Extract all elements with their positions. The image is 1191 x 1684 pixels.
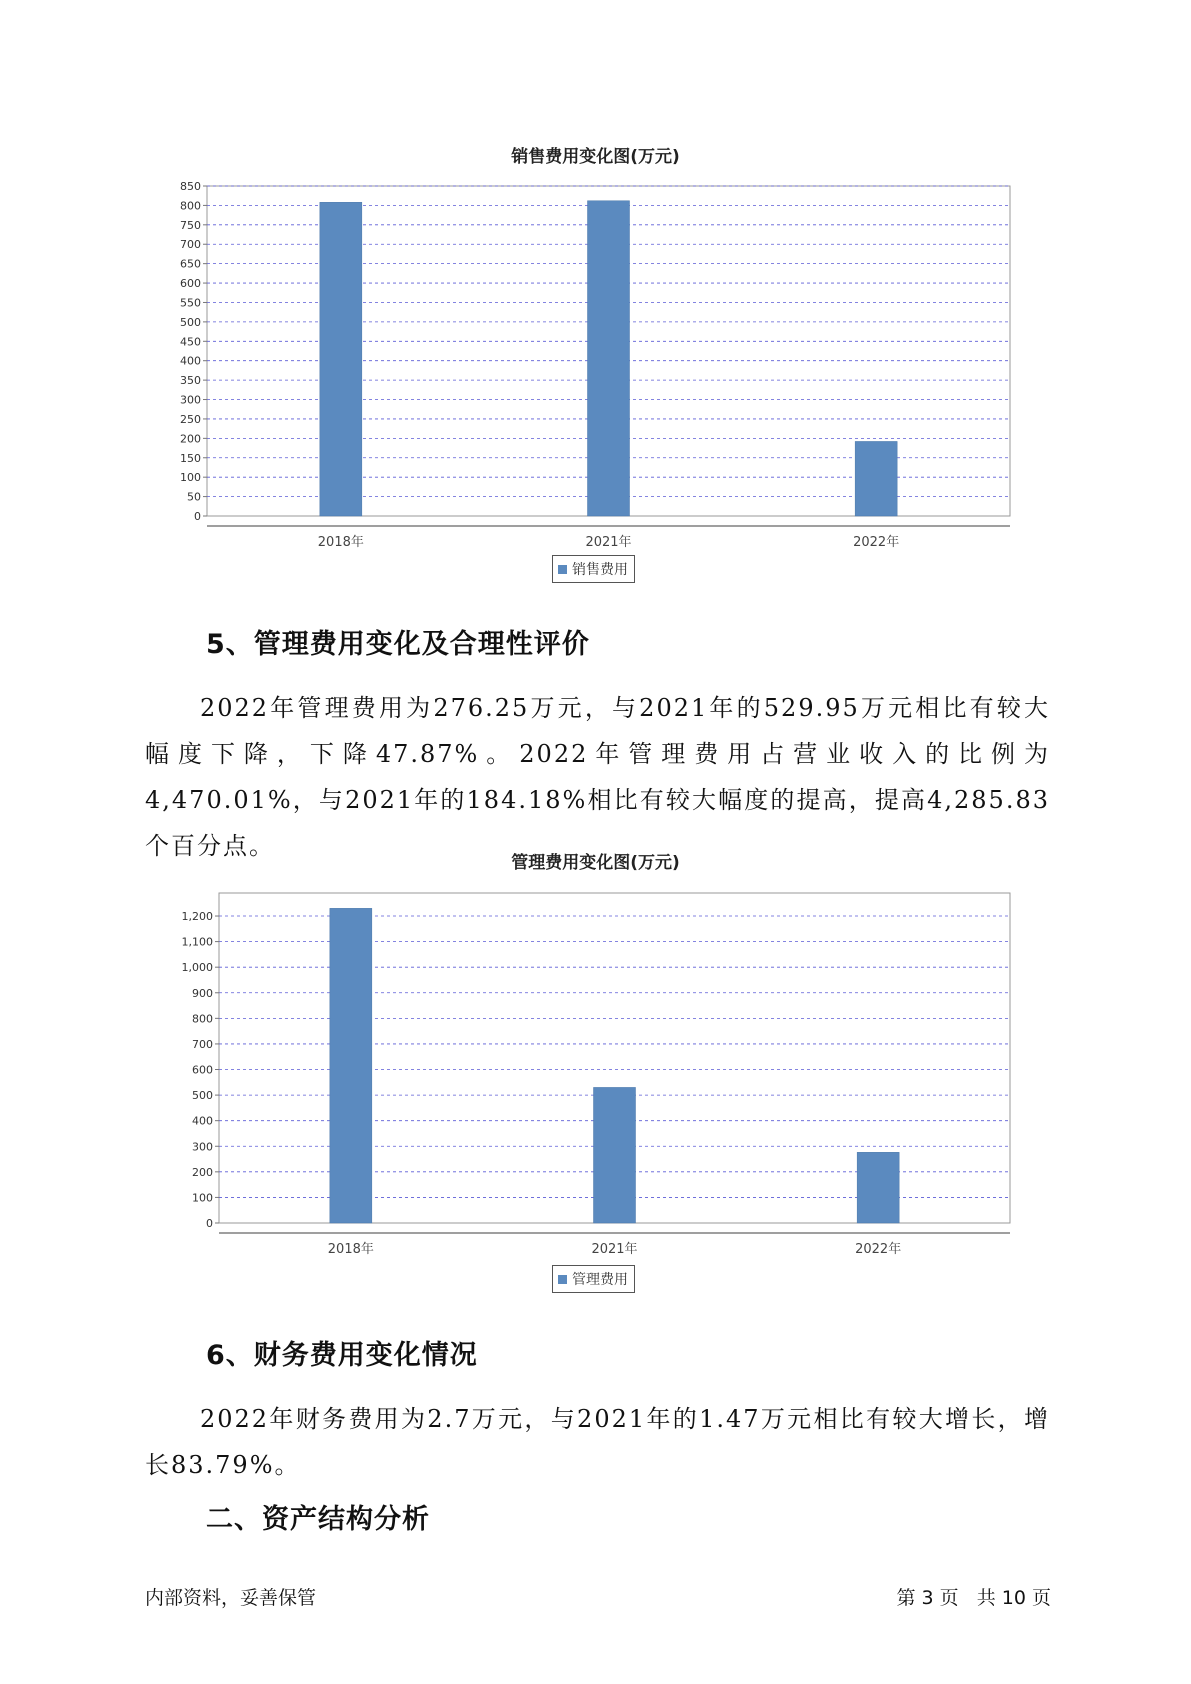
y-tick-label: 400 — [180, 354, 201, 368]
y-tick-label: 200 — [192, 1165, 213, 1179]
bar — [330, 908, 372, 1223]
y-tick-label: 650 — [180, 257, 201, 271]
footer-confidential: 内部资料，妥善保管 — [145, 1587, 317, 1609]
y-tick-label: 0 — [206, 1217, 213, 1230]
admin-expense-legend — [552, 1265, 635, 1293]
y-tick-label: 150 — [180, 451, 201, 465]
x-category-label: 2018年 — [317, 535, 364, 550]
y-tick-label: 0 — [194, 510, 201, 523]
bar — [594, 1087, 636, 1223]
bar — [320, 202, 362, 516]
y-tick-label: 300 — [192, 1140, 213, 1154]
legend-swatch — [558, 1275, 567, 1284]
y-tick-label: 800 — [192, 1012, 213, 1026]
bar — [857, 1152, 899, 1223]
x-category-label: 2022年 — [855, 1242, 902, 1257]
y-tick-label: 850 — [180, 180, 201, 193]
section-5-paragraph: 2022年管理费用为276.25万元，与2021年的529.95万元相比有较大幅度下降，下降47.87%。2022年管理费用占营业收入的比例为4,470.01%，与2021年的184.18%相比有较大幅度的提高，提高4,285.83个百分点。 — [145, 694, 1050, 860]
y-tick-label: 100 — [192, 1191, 213, 1205]
x-category-label: 2018年 — [327, 1242, 374, 1257]
y-tick-label: 1,000 — [181, 961, 213, 975]
y-tick-label: 300 — [180, 393, 201, 407]
legend-label: 销售费用 — [572, 562, 628, 578]
y-tick-label: 550 — [180, 296, 201, 310]
y-tick-label: 250 — [180, 412, 201, 426]
y-tick-label: 450 — [180, 335, 201, 349]
x-category-label: 2021年 — [591, 1242, 638, 1257]
y-tick-label: 800 — [180, 199, 201, 213]
y-tick-label: 1,100 — [181, 935, 213, 949]
y-tick-label: 700 — [180, 238, 201, 252]
section-6-paragraph: 2022年财务费用为2.7万元，与2021年的1.47万元相比有较大增长，增长83.79%。 — [145, 1405, 1050, 1479]
y-tick-label: 500 — [180, 315, 201, 329]
y-tick-label: 1,200 — [181, 910, 213, 924]
sales-expense-legend — [552, 555, 635, 583]
section-6-heading: 6、财务费用变化情况 — [206, 1340, 478, 1371]
sales-expense-chart-title: 销售费用变化图(万元) — [511, 147, 680, 167]
y-tick-label: 700 — [192, 1037, 213, 1051]
section-5-heading: 5、管理费用变化及合理性评价 — [206, 629, 590, 660]
legend-swatch — [558, 565, 567, 574]
y-tick-label: 100 — [180, 471, 201, 485]
sales-expense-chart — [0, 170, 1191, 550]
y-tick-label: 400 — [192, 1114, 213, 1128]
y-tick-label: 500 — [192, 1089, 213, 1103]
x-category-label: 2021年 — [585, 535, 632, 550]
y-tick-label: 600 — [192, 1063, 213, 1077]
y-tick-label: 750 — [180, 218, 201, 232]
bar — [588, 201, 630, 516]
y-tick-label: 600 — [180, 277, 201, 291]
y-tick-label: 200 — [180, 432, 201, 446]
y-tick-label: 900 — [192, 986, 213, 1000]
section-two-heading: 二、资产结构分析 — [206, 1504, 430, 1535]
footer-page-number: 第 3 页 共 10 页 — [896, 1587, 1051, 1609]
x-category-label: 2022年 — [853, 535, 900, 550]
admin-expense-chart — [0, 876, 1191, 1256]
y-tick-label: 50 — [187, 490, 201, 504]
legend-label: 管理费用 — [572, 1272, 628, 1288]
admin-expense-chart-title: 管理费用变化图(万元) — [511, 853, 680, 873]
y-tick-label: 350 — [180, 374, 201, 388]
bar — [855, 441, 897, 516]
